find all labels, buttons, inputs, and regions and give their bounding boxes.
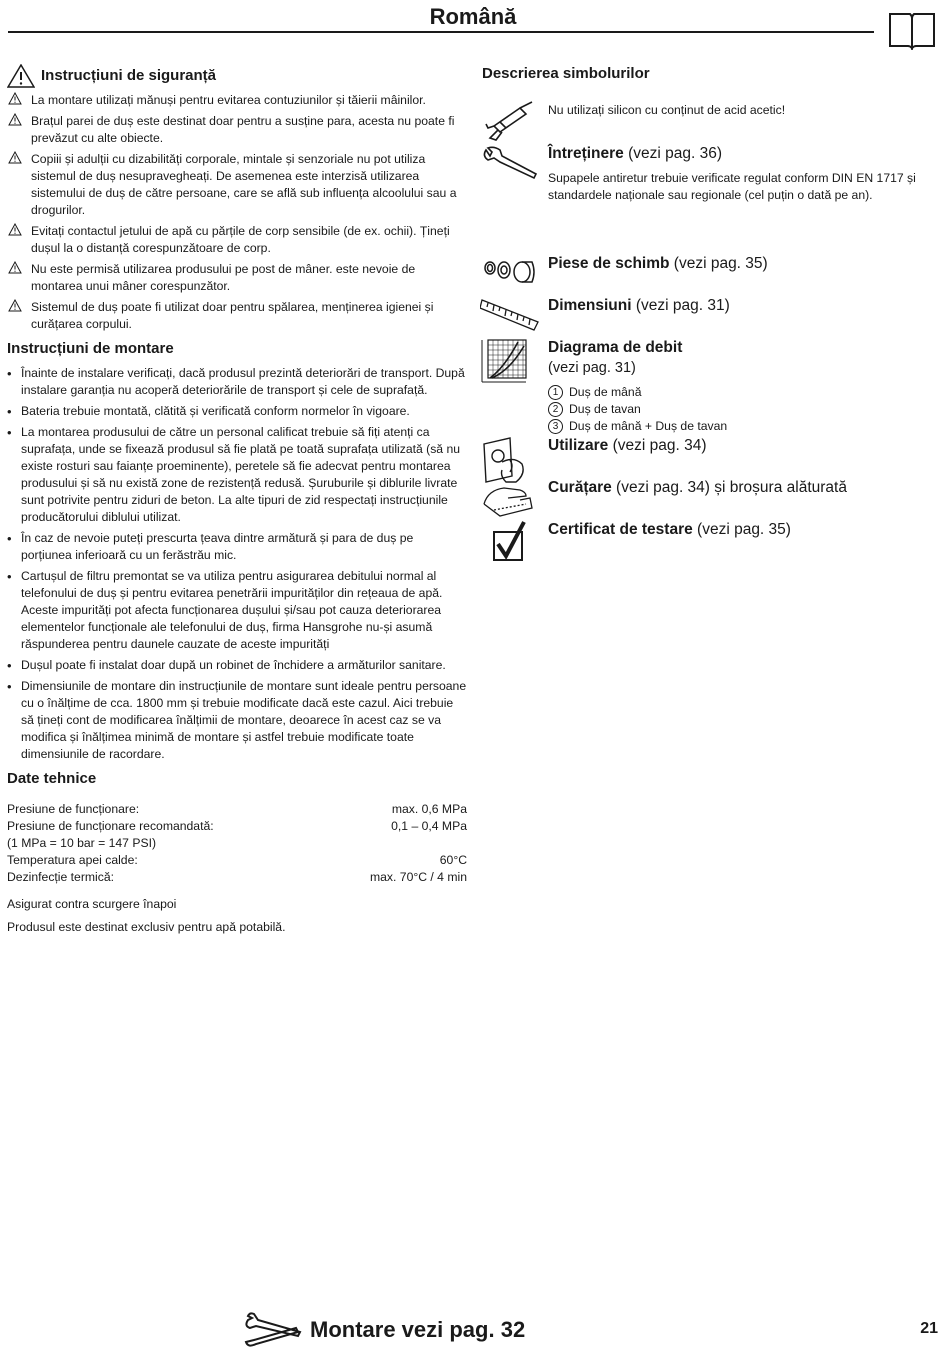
flow-legend-item bbox=[548, 418, 727, 435]
tech-row bbox=[7, 835, 467, 852]
mounting-item-text: Înainte de instalare verificați, dacă produsul prezintă deteriorări de transport. După instalare garanția nu acoperă deteriorările de transport și cele de suprafață. bbox=[21, 366, 465, 397]
dimensions-ref: (vezi pag. 31) bbox=[631, 297, 730, 314]
book-icon bbox=[888, 12, 936, 50]
mounting-item bbox=[7, 530, 467, 564]
mounting-item bbox=[7, 657, 467, 674]
usage-title: Utilizare bbox=[548, 437, 609, 454]
tools-icon bbox=[244, 1312, 302, 1348]
certificate-title: Certificat de testare bbox=[548, 521, 693, 538]
flow-legend-text: Duș de mână bbox=[569, 385, 642, 399]
flow-block bbox=[548, 338, 727, 435]
safety-item bbox=[7, 92, 467, 109]
maintenance-text: Supapele antiretur trebuie verificate regulat conform DIN EN 1717 și standardele naționale sau regionale (cel puțin o dată pe an). bbox=[548, 171, 916, 202]
tech-row bbox=[7, 801, 467, 818]
bullet-icon: • bbox=[7, 679, 12, 694]
spare-parts-heading bbox=[548, 254, 768, 274]
warning-small-icon bbox=[7, 223, 23, 236]
silicone-warning: Nu utilizați silicon cu conținut de acid acetic! bbox=[548, 103, 786, 117]
silicone-gun-icon bbox=[480, 100, 540, 144]
safety-item-text: Sistemul de duș poate fi utilizat doar pentru spălarea, menținerea igienei și curățarea corpului. bbox=[31, 300, 434, 331]
mounting-item bbox=[7, 403, 467, 420]
bullet-icon: • bbox=[7, 531, 12, 546]
tech-value: 60°C bbox=[439, 853, 467, 867]
page-number: 21 bbox=[920, 1320, 938, 1337]
safety-item bbox=[7, 261, 467, 295]
mounting-item-text: Bateria trebuie montată, clătită și verificată conform normelor în vigoare. bbox=[21, 404, 410, 418]
cleaning-ref: (vezi pag. 34) și broșura alăturată bbox=[611, 479, 847, 496]
tech-label: (1 MPa = 10 bar = 147 PSI) bbox=[7, 836, 157, 850]
mounting-list bbox=[7, 365, 467, 763]
warning-small-icon bbox=[7, 299, 23, 312]
warning-small-icon bbox=[7, 92, 23, 105]
usage-heading bbox=[548, 436, 707, 456]
cleaning-title: Curățare bbox=[548, 479, 612, 496]
spare-parts-ref: (vezi pag. 35) bbox=[669, 255, 768, 272]
warning-small-icon bbox=[7, 151, 23, 164]
mounting-item-text: Dimensiunile de montare din instrucțiunile de montare sunt ideale pentru persoane cu o înălțime de cca. 1800 mm și trebuie modificate dacă este cazul. Aici trebuie să țineți cont de modificarea înălțimii de montare, deoarece în acest caz se va modifica și înălțimea minimă de montare și astfel trebuie modificate toate dimensiunile de racordare. bbox=[21, 679, 467, 761]
symbols-title: Descrierea simbolurilor bbox=[482, 65, 650, 82]
mounting-title: Instrucțiuni de montare bbox=[7, 340, 174, 357]
backflow-note: Asigurat contra scurgere înapoi bbox=[7, 897, 177, 911]
tech-value: 0,1 – 0,4 MPa bbox=[391, 819, 467, 833]
maintenance-ref: (vezi pag. 36) bbox=[623, 145, 723, 162]
bullet-icon: • bbox=[7, 658, 12, 673]
mounting-item bbox=[7, 365, 467, 399]
flow-legend-text: Duș de mână + Duș de tavan bbox=[569, 419, 728, 433]
safety-item bbox=[7, 299, 467, 333]
flow-legend-number: 1 bbox=[548, 385, 563, 400]
tech-row bbox=[7, 869, 467, 886]
bullet-icon: • bbox=[7, 366, 12, 381]
flow-legend-text: Duș de tavan bbox=[569, 402, 641, 416]
certificate-ref: (vezi pag. 35) bbox=[692, 521, 791, 538]
dimensions-title: Dimensiuni bbox=[548, 297, 632, 314]
safety-item-text: Brațul parei de duș este destinat doar pentru a susține para, acesta nu poate fi prevăzut cu alte obiecte. bbox=[31, 114, 455, 145]
bullet-icon: • bbox=[7, 404, 12, 419]
mounting-item bbox=[7, 424, 467, 526]
warning-small-icon bbox=[7, 261, 23, 274]
maintenance-block bbox=[548, 144, 933, 204]
mounting-item-text: Cartușul de filtru premontat se va utiliza pentru asigurarea debitului normal al telefonului de duș și pentru evitarea penetrării impurităților din rețeaua de apă. Aceste impurități pot afecta funcționarea dușului și/sau pot cauza deteriorarea elementelor funcționale ale telefonului de duș, firma Hansgrohe nu-și asumă răspunderea pentru daunele cauzate de aceste impurități bbox=[21, 569, 443, 651]
flow-title: Diagrama de debit bbox=[548, 339, 683, 356]
potable-water-note: Produsul este destinat exclusiv pentru apă potabilă. bbox=[7, 920, 286, 934]
safety-item-text: Nu este permisă utilizarea produsului pe post de mâner. este nevoie de montarea unui mâner corespunzător. bbox=[31, 262, 416, 293]
checkbox-check-icon bbox=[480, 520, 530, 564]
safety-item-text: Copiii și adulții cu dizabilități corporale, mintale și senzoriale nu pot utiliza sistemul de duș nesupravegheați. De asemenea este interzisă utilizarea sistemului de duș de către persoane, care se află sub influența alcoolului sau a drogurilor. bbox=[31, 152, 457, 217]
safety-list bbox=[7, 92, 467, 333]
safety-item-text: La montare utilizați mănuși pentru evitarea contuziunilor și tăierii mâinilor. bbox=[31, 93, 426, 107]
tech-table bbox=[7, 801, 467, 886]
tech-value: max. 0,6 MPa bbox=[391, 802, 467, 816]
tech-label: Presiune de funcționare: bbox=[7, 802, 140, 816]
mounting-item-text: La montarea produsului de către un personal calificat trebuie să fiți atenți ca suprafața, unde se fixează produsul să fie plată pe toată suprafața utilizată (să nu existe rosturi sau faianțe proeminente), peretele să fie adecvat pentru montarea produsului și să nu există zone de rezistență redusă. Șuruburile și diblurile livrate sunt potrivite pentru ziduri de beton. La alte tipuri de zid respectați instrucțiunile producătorului diblului utilizat. bbox=[21, 425, 461, 524]
left-column bbox=[7, 64, 467, 942]
spare-parts-icon bbox=[480, 254, 540, 288]
tech-label: Dezinfecție termică: bbox=[7, 870, 115, 884]
wrench-icon bbox=[480, 144, 540, 184]
flow-legend-number: 3 bbox=[548, 419, 563, 434]
page-title: Română bbox=[429, 4, 517, 29]
flow-legend bbox=[548, 384, 727, 435]
usage-ref: (vezi pag. 34) bbox=[608, 437, 707, 454]
spare-parts-title: Piese de schimb bbox=[548, 255, 670, 272]
cleaning-hand-icon bbox=[480, 476, 540, 520]
safety-title: Instrucțiuni de siguranță bbox=[41, 67, 217, 84]
dimensions-heading bbox=[548, 296, 730, 316]
tech-label: Temperatura apei calde: bbox=[7, 853, 138, 867]
header-rule bbox=[8, 31, 874, 33]
safety-item-text: Evitați contactul jetului de apă cu părțile de corp sensibile (de ex. ochii). Țineți dușul la o distanță corespunzătoare de corp. bbox=[31, 224, 450, 255]
cleaning-heading bbox=[548, 478, 847, 498]
flow-legend-number: 2 bbox=[548, 402, 563, 417]
certificate-heading bbox=[548, 520, 791, 540]
tech-row bbox=[7, 818, 467, 835]
tech-value: max. 70°C / 4 min bbox=[370, 870, 467, 884]
mounting-item bbox=[7, 568, 467, 653]
safety-item bbox=[7, 113, 467, 147]
ruler-icon bbox=[480, 296, 540, 334]
flow-diagram-icon bbox=[480, 338, 528, 384]
flow-ref: (vezi pag. 31) bbox=[548, 360, 636, 376]
tech-row bbox=[7, 852, 467, 869]
tech-title: Date tehnice bbox=[7, 770, 97, 787]
mounting-item-text: Dușul poate fi instalat doar după un robinet de închidere a armăturilor sanitare. bbox=[21, 658, 446, 672]
warning-small-icon bbox=[7, 113, 23, 126]
safety-item bbox=[7, 151, 467, 219]
warning-icon bbox=[7, 64, 35, 88]
bullet-icon: • bbox=[7, 425, 12, 440]
mounting-item-text: În caz de nevoie puteți prescurta țeava dintre armătură și para de duș pe porțiunea inferioară cu un ferăstrău mic. bbox=[21, 531, 414, 562]
footer-assembly-ref bbox=[244, 1312, 525, 1348]
safety-heading bbox=[7, 64, 467, 88]
safety-item bbox=[7, 223, 467, 257]
footer-text: Montare vezi pag. 32 bbox=[310, 1317, 526, 1342]
mounting-item bbox=[7, 678, 467, 763]
flow-legend-item bbox=[548, 401, 727, 418]
maintenance-title: Întreținere bbox=[548, 145, 624, 162]
bullet-icon: • bbox=[7, 569, 12, 584]
tech-label: Presiune de funcționare recomandată: bbox=[7, 819, 214, 833]
flow-legend-item bbox=[548, 384, 727, 401]
